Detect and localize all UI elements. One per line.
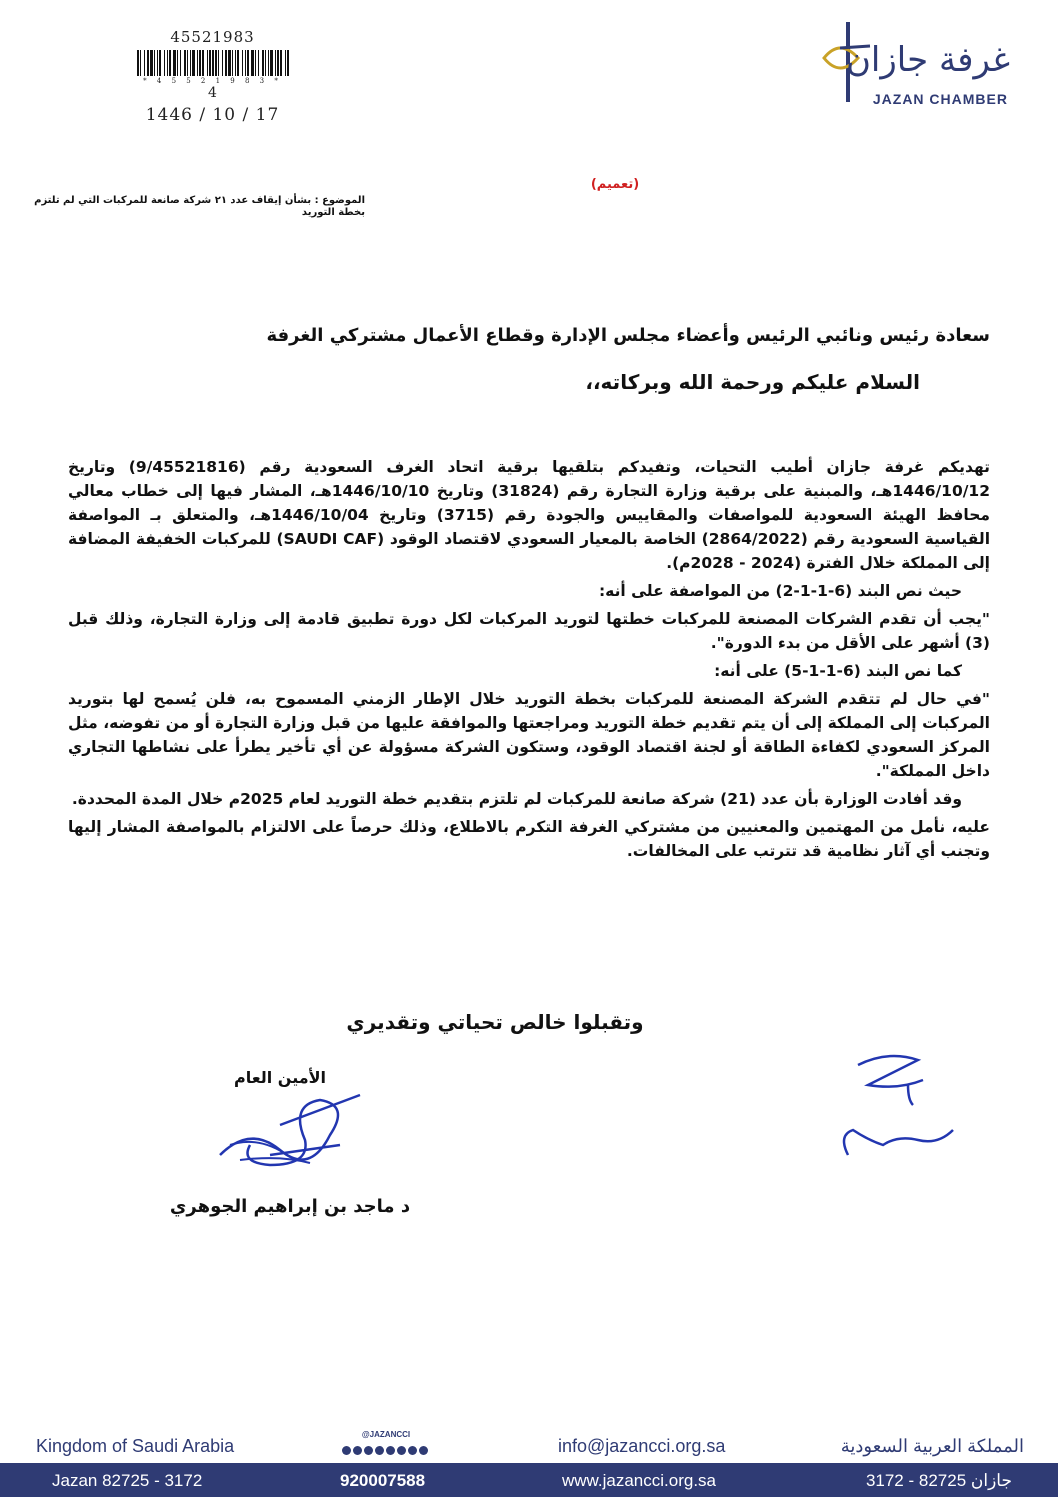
letter-body — [68, 455, 990, 863]
social-icon[interactable] — [397, 1446, 406, 1455]
footer-bar — [0, 1463, 1058, 1497]
subject-line: الموضوع : بشأن إيقاف عدد ٢١ شركة صانعة للمركبات التي لم تلتزم بخطة التوريد — [34, 195, 365, 218]
jazan-chamber-logo — [818, 18, 1028, 108]
signer-title: الأمين العام — [233, 1068, 327, 1087]
initials-signature-image — [828, 1045, 968, 1175]
hijri-date: 1446 / 10 / 17 — [145, 105, 280, 125]
social-icon[interactable] — [375, 1446, 384, 1455]
body-paragraph: عليه، نأمل من المهتمين والمعنيين من مشتركي الغرفة التكرم بالاطلاع، وذلك حرصاً على الالتزام بالمواصفة المشار إليها وتجنب أي آثار نظامية قد تترتب على المخالفات. — [68, 818, 990, 860]
social-icon[interactable] — [342, 1446, 351, 1455]
body-paragraph: كما نص البند (6-1-1-5) على أنه: — [714, 662, 962, 680]
barcode-caption: * 4 5 5 2 1 9 8 3 * — [143, 77, 282, 85]
reference-number: 45521983 — [170, 28, 255, 46]
social-icon[interactable] — [386, 1446, 395, 1455]
barcode-block — [125, 28, 300, 125]
circular-tag: (تعميم) — [590, 177, 640, 192]
social-handle: @JAZANCCI — [361, 1430, 411, 1439]
signer-name: د ماجد بن إبراهيم الجوهري — [169, 1196, 411, 1217]
footer-social — [336, 1430, 436, 1459]
footer-city-en: Jazan 82725 - 3172 — [52, 1471, 203, 1490]
footer-email[interactable]: info@jazancci.org.sa — [558, 1436, 726, 1456]
logo-english-text: JAZAN CHAMBER — [872, 91, 1008, 107]
body-paragraph: حيث نص البند (6-1-1-2) من المواصفة على أنه: — [598, 582, 962, 600]
social-icon[interactable] — [364, 1446, 373, 1455]
barcode-icon — [133, 48, 293, 78]
footer-website[interactable]: www.jazancci.org.sa — [562, 1471, 717, 1490]
closing-line: وتقبلوا خالص تحياتي وتقديري — [346, 1010, 644, 1034]
footer-city-ar: جازان 82725 - 3172 — [865, 1471, 1012, 1490]
social-icon[interactable] — [408, 1446, 417, 1455]
greeting: السلام عليكم ورحمة الله وبركاته،، — [585, 370, 920, 394]
footer-phone[interactable]: 920007588 — [340, 1471, 426, 1490]
addressee: سعادة رئيس ونائبي الرئيس وأعضاء مجلس الإدارة وقطاع الأعمال مشتركي الغرفة — [266, 325, 990, 346]
footer-country-ar: المملكة العربية السعودية — [840, 1436, 1024, 1456]
body-quote: "في حال لم تتقدم الشركة المصنعة للمركبات بخطة التوريد خلال الإطار الزمني المسموح به، فلن يُسمح لها بتوريد المركبات إلى المملكة إلى أن يتم تقديم خطة التوريد ومراجعتها والموافقة عليها من قبل وزارة التجارة أو من تفوضه، مثل المركز السعودي لكفاءة الطاقة أو لجنة اقتصاد الوقود، وستكون الشركة مسؤولة عن أي تأخير يطرأ على نشاطها التجاري داخل المملكة". — [68, 690, 990, 780]
footer-contact-row — [0, 1432, 1058, 1464]
logo-arabic-text: غرفة جازان — [845, 40, 1010, 80]
body-paragraph: تهديكم غرفة جازان أطيب التحيات، وتفيدكم بتلقيها برقية اتحاد الغرف السعودية رقم (9/45521816) وتاريخ 1446/10/12هـ، والمبنية على برقية وزارة التجارة رقم (31824) وتاريخ 1446/10/10هـ، المشار فيها إلى خطاب معالي محافظ الهيئة السعودية للمواصفات والمقاييس والجودة رقم (3715) وتاريخ 1446/10/04هـ، والمتعلق بـ المواصفة القياسية السعودية رقم (2864/2022) الخاصة بالمعيار السعودي لاقتصاد الوقود (SAUDI CAF) للمركبات الخفيفة المضافة إلى المملكة خلال الفترة (2024 - 2028م). — [68, 458, 991, 572]
footer-country-en: Kingdom of Saudi Arabia — [36, 1436, 235, 1456]
social-icons — [336, 1440, 436, 1459]
body-paragraph: وقد أفادت الوزارة بأن عدد (21) شركة صانعة للمركبات لم تلتزم بتقديم خطة التوريد لعام 2025م خلال المدة المحددة. — [71, 790, 962, 808]
attachments-count: 4 — [208, 85, 217, 101]
social-icon[interactable] — [353, 1446, 362, 1455]
signature-image — [210, 1085, 370, 1185]
social-icon[interactable] — [419, 1446, 428, 1455]
body-quote: "يجب أن تقدم الشركات المصنعة للمركبات خطتها لتوريد المركبات لكل دورة تطبيق قادمة إلى وزارة التجارة، وذلك قبل (3) أشهر على الأقل من بدء الدورة". — [68, 610, 990, 652]
